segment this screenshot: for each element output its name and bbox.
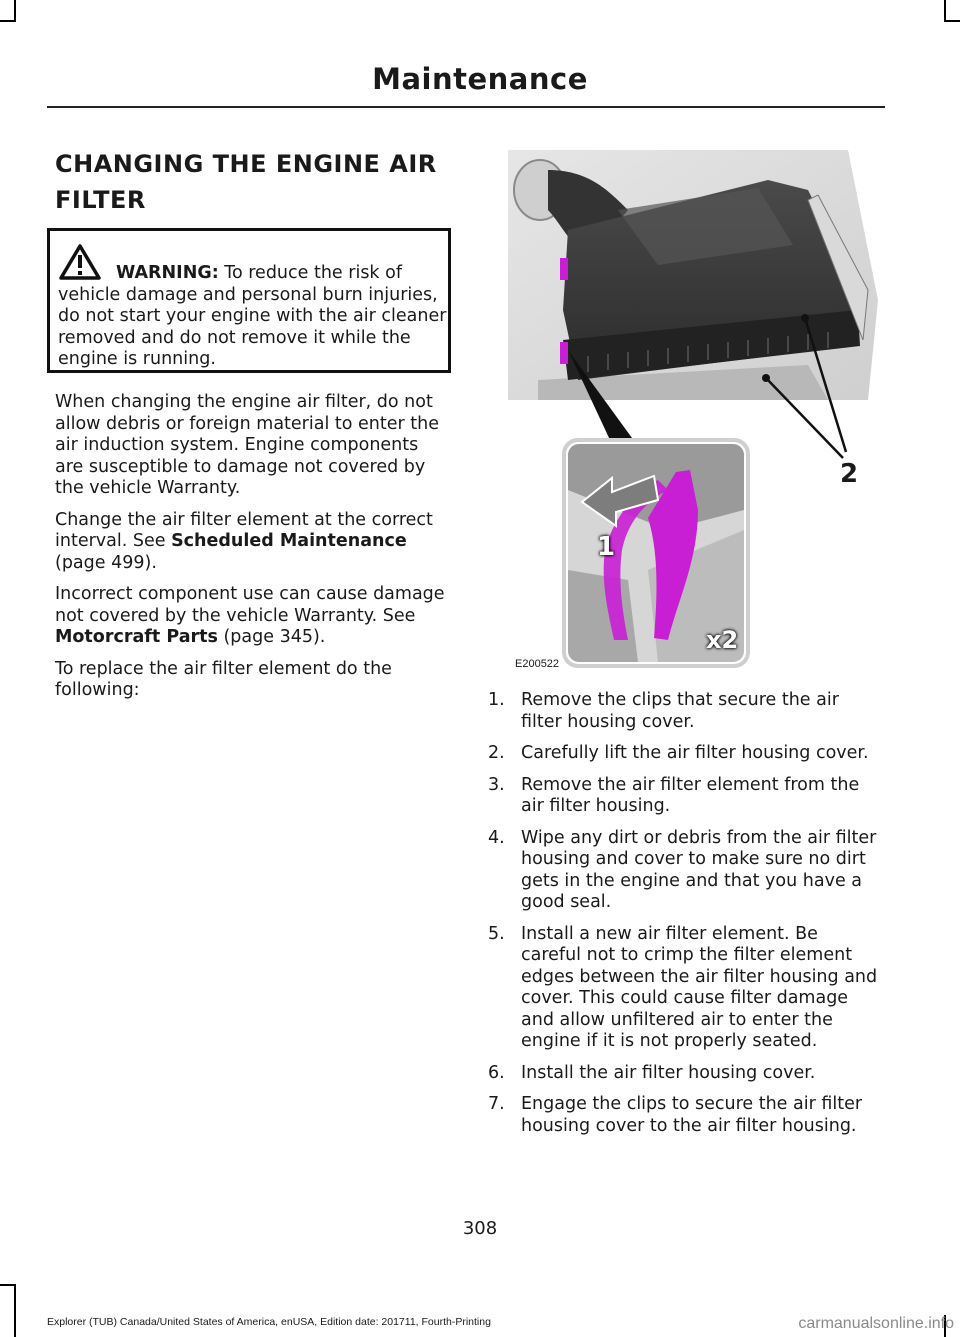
warning-body: To reduce the risk of vehicle damage and personal burn injuries, do not start your engine with the air cleaner removed and do not remove it while the engine is running. bbox=[58, 263, 447, 369]
crop-mark bbox=[14, 0, 16, 22]
step-number: 7. bbox=[488, 1094, 505, 1114]
text: (page 345). bbox=[217, 627, 326, 647]
page-number: 308 bbox=[462, 1218, 498, 1239]
list-item bbox=[488, 924, 883, 1053]
step-number: 1. bbox=[488, 690, 505, 710]
step-number: 4. bbox=[488, 827, 505, 848]
step-number: 2. bbox=[488, 743, 505, 763]
paragraph-debris: When changing the engine air filter, do not allow debris or foreign material to enter the air induction system. Engine components are susceptible to damage not covered by the vehicle Warranty. bbox=[55, 392, 439, 498]
list-item bbox=[488, 775, 883, 818]
list-item bbox=[488, 1063, 883, 1085]
left-column bbox=[55, 392, 450, 712]
warning-text bbox=[58, 263, 452, 371]
step-number: 6. bbox=[488, 1062, 505, 1083]
link-motorcraft-parts[interactable]: Motorcraft Parts bbox=[55, 627, 218, 647]
list-item bbox=[488, 743, 883, 765]
watermark: carmanualsonline.info bbox=[798, 1315, 954, 1332]
multiplier-label: x2 bbox=[706, 626, 739, 654]
warning-box bbox=[47, 228, 451, 373]
step-text: Remove the clips that secure the air filter housing cover. bbox=[521, 690, 839, 732]
step-text: Install the air filter housing cover. bbox=[521, 1062, 816, 1083]
crop-mark bbox=[0, 1284, 16, 1286]
crop-mark bbox=[0, 20, 16, 22]
list-item bbox=[488, 828, 883, 914]
text: Change the air filter element at the correct interval. See bbox=[55, 509, 433, 551]
step-text: Carefully lift the air filter housing cover. bbox=[521, 743, 869, 763]
step-number: 5. bbox=[488, 923, 505, 944]
step-text: Wipe any dirt or debris from the air filter housing and cover to make sure no dirt gets in the engine and that you have a good seal. bbox=[521, 827, 877, 912]
crop-mark bbox=[944, 20, 960, 22]
step-list bbox=[488, 690, 883, 1147]
paragraph-interval bbox=[55, 510, 450, 575]
header-divider bbox=[47, 106, 885, 108]
step-text: Engage the clips to secure the air filter housing cover to the air filter housing. bbox=[521, 1094, 863, 1136]
callout-1: 1 bbox=[597, 532, 616, 562]
callout-2: 2 bbox=[840, 459, 859, 489]
list-item bbox=[488, 1094, 883, 1137]
paragraph-replace-intro: To replace the air filter element do the following: bbox=[55, 658, 392, 700]
text: Incorrect component use can cause damage not covered by the vehicle Warranty. See bbox=[55, 584, 445, 626]
air-filter-illustration bbox=[508, 150, 888, 672]
text: (page 499). bbox=[55, 552, 157, 573]
section-title: CHANGING THE ENGINE AIR FILTER bbox=[55, 150, 437, 214]
link-scheduled-maintenance[interactable]: Scheduled Maintenance bbox=[171, 531, 407, 551]
page-header-title: Maintenance bbox=[372, 62, 588, 96]
step-text: Remove the air filter element from the air filter housing. bbox=[521, 774, 860, 816]
paragraph-components bbox=[55, 584, 450, 649]
step-text: Install a new air filter element. Be careful not to crimp the filter element edges between the air filter housing and cover. This could cause filter damage and allow unfiltered air to enter the engine if it is not properly seated. bbox=[521, 923, 878, 1051]
step-number: 3. bbox=[488, 774, 505, 795]
crop-mark bbox=[944, 0, 946, 22]
figure-code: E200522 bbox=[515, 658, 560, 670]
list-item bbox=[488, 690, 883, 733]
footer-edition: Explorer (TUB) Canada/United States of America, enUSA, Edition date: 201711, Fourth-Printing bbox=[47, 1316, 491, 1328]
crop-mark bbox=[14, 1284, 16, 1337]
warning-label: WARNING: bbox=[116, 263, 219, 283]
